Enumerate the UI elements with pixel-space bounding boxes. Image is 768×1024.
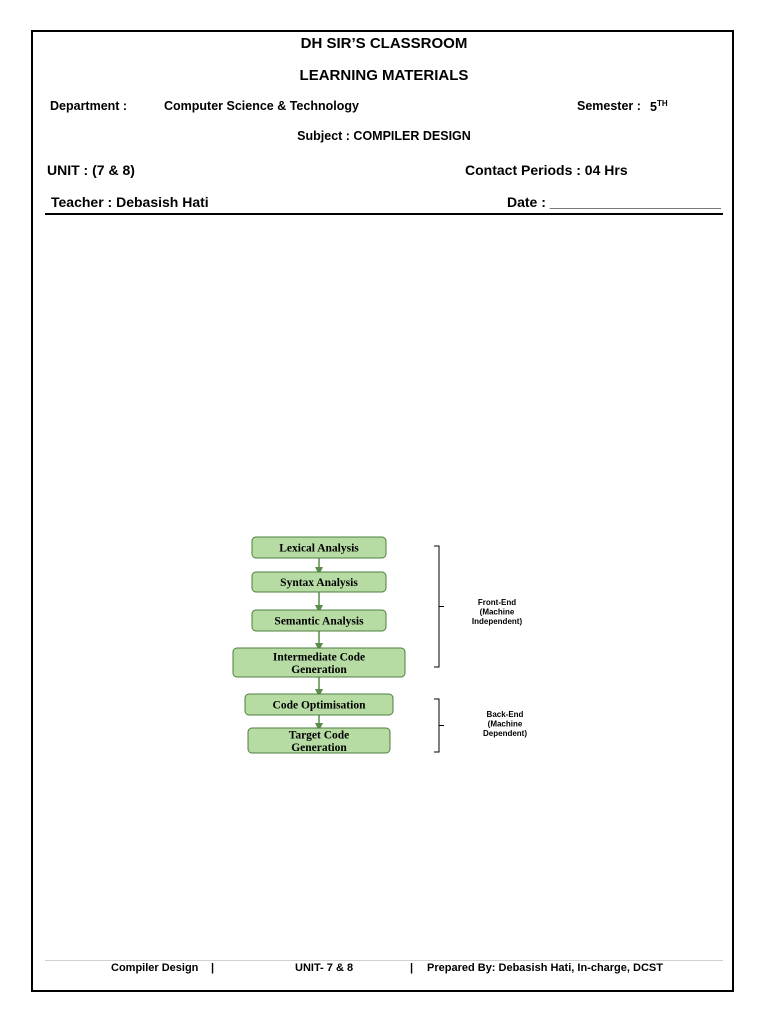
phase-brackets [434, 546, 527, 752]
contact-periods: Contact Periods : 04 Hrs [465, 162, 628, 178]
intermediate-code-generation-box [233, 648, 405, 677]
target-code-generation-box [248, 728, 390, 754]
front-end-bracket [434, 546, 444, 667]
footer-separator-2: | [410, 962, 414, 974]
semester-superscript: TH [656, 99, 668, 108]
front-end-label: (Machine [479, 607, 515, 617]
target-code-generation-label: Target Code [288, 729, 350, 742]
intermediate-code-generation-label: Intermediate Code [272, 651, 366, 664]
back-end-label: (Machine [487, 719, 523, 729]
document-subtitle: LEARNING MATERIALS [299, 67, 469, 84]
code-optimisation-box [245, 694, 393, 715]
back-end-label: Back-End [486, 710, 524, 719]
footer-prepared-by: Prepared By: Debasish Hati, In-charge, DCST [427, 962, 663, 974]
unit-line: UNIT : (7 & 8) [47, 162, 135, 178]
target-code-generation-label: Generation [291, 741, 347, 754]
lexical-analysis-label: Lexical Analysis [279, 542, 359, 555]
lexical-analysis-box [252, 537, 386, 558]
front-end-label: Independent) [471, 617, 523, 626]
footer-subject: Compiler Design [111, 962, 199, 974]
syntax-analysis-label: Syntax Analysis [280, 577, 358, 589]
subject-line: Subject : COMPILER DESIGN [297, 129, 471, 143]
syntax-analysis-box [252, 572, 386, 592]
back-end-bracket [434, 699, 444, 752]
intermediate-code-generation-label: Generation [291, 663, 347, 676]
back-end-label: Dependent) [483, 729, 527, 738]
semester-number: 5 [650, 100, 657, 115]
teacher-line: Teacher : Debasish Hati [51, 194, 209, 210]
front-end-label: Front-End [477, 598, 517, 607]
department-value: Computer Science & Technology [164, 99, 359, 113]
semantic-analysis-label: Semantic Analysis [274, 615, 364, 628]
footer-rule [45, 960, 723, 961]
department-label: Department : [50, 99, 128, 113]
code-optimisation-label: Code Optimisation [272, 699, 366, 712]
date-line: Date : ______________________ [507, 194, 722, 210]
footer-unit: UNIT- 7 & 8 [295, 962, 354, 974]
semester-label: Semester : [577, 99, 641, 113]
footer-separator-1: | [211, 962, 215, 974]
document-title: DH SIR’S CLASSROOM [300, 35, 468, 52]
semantic-analysis-box [252, 610, 386, 631]
